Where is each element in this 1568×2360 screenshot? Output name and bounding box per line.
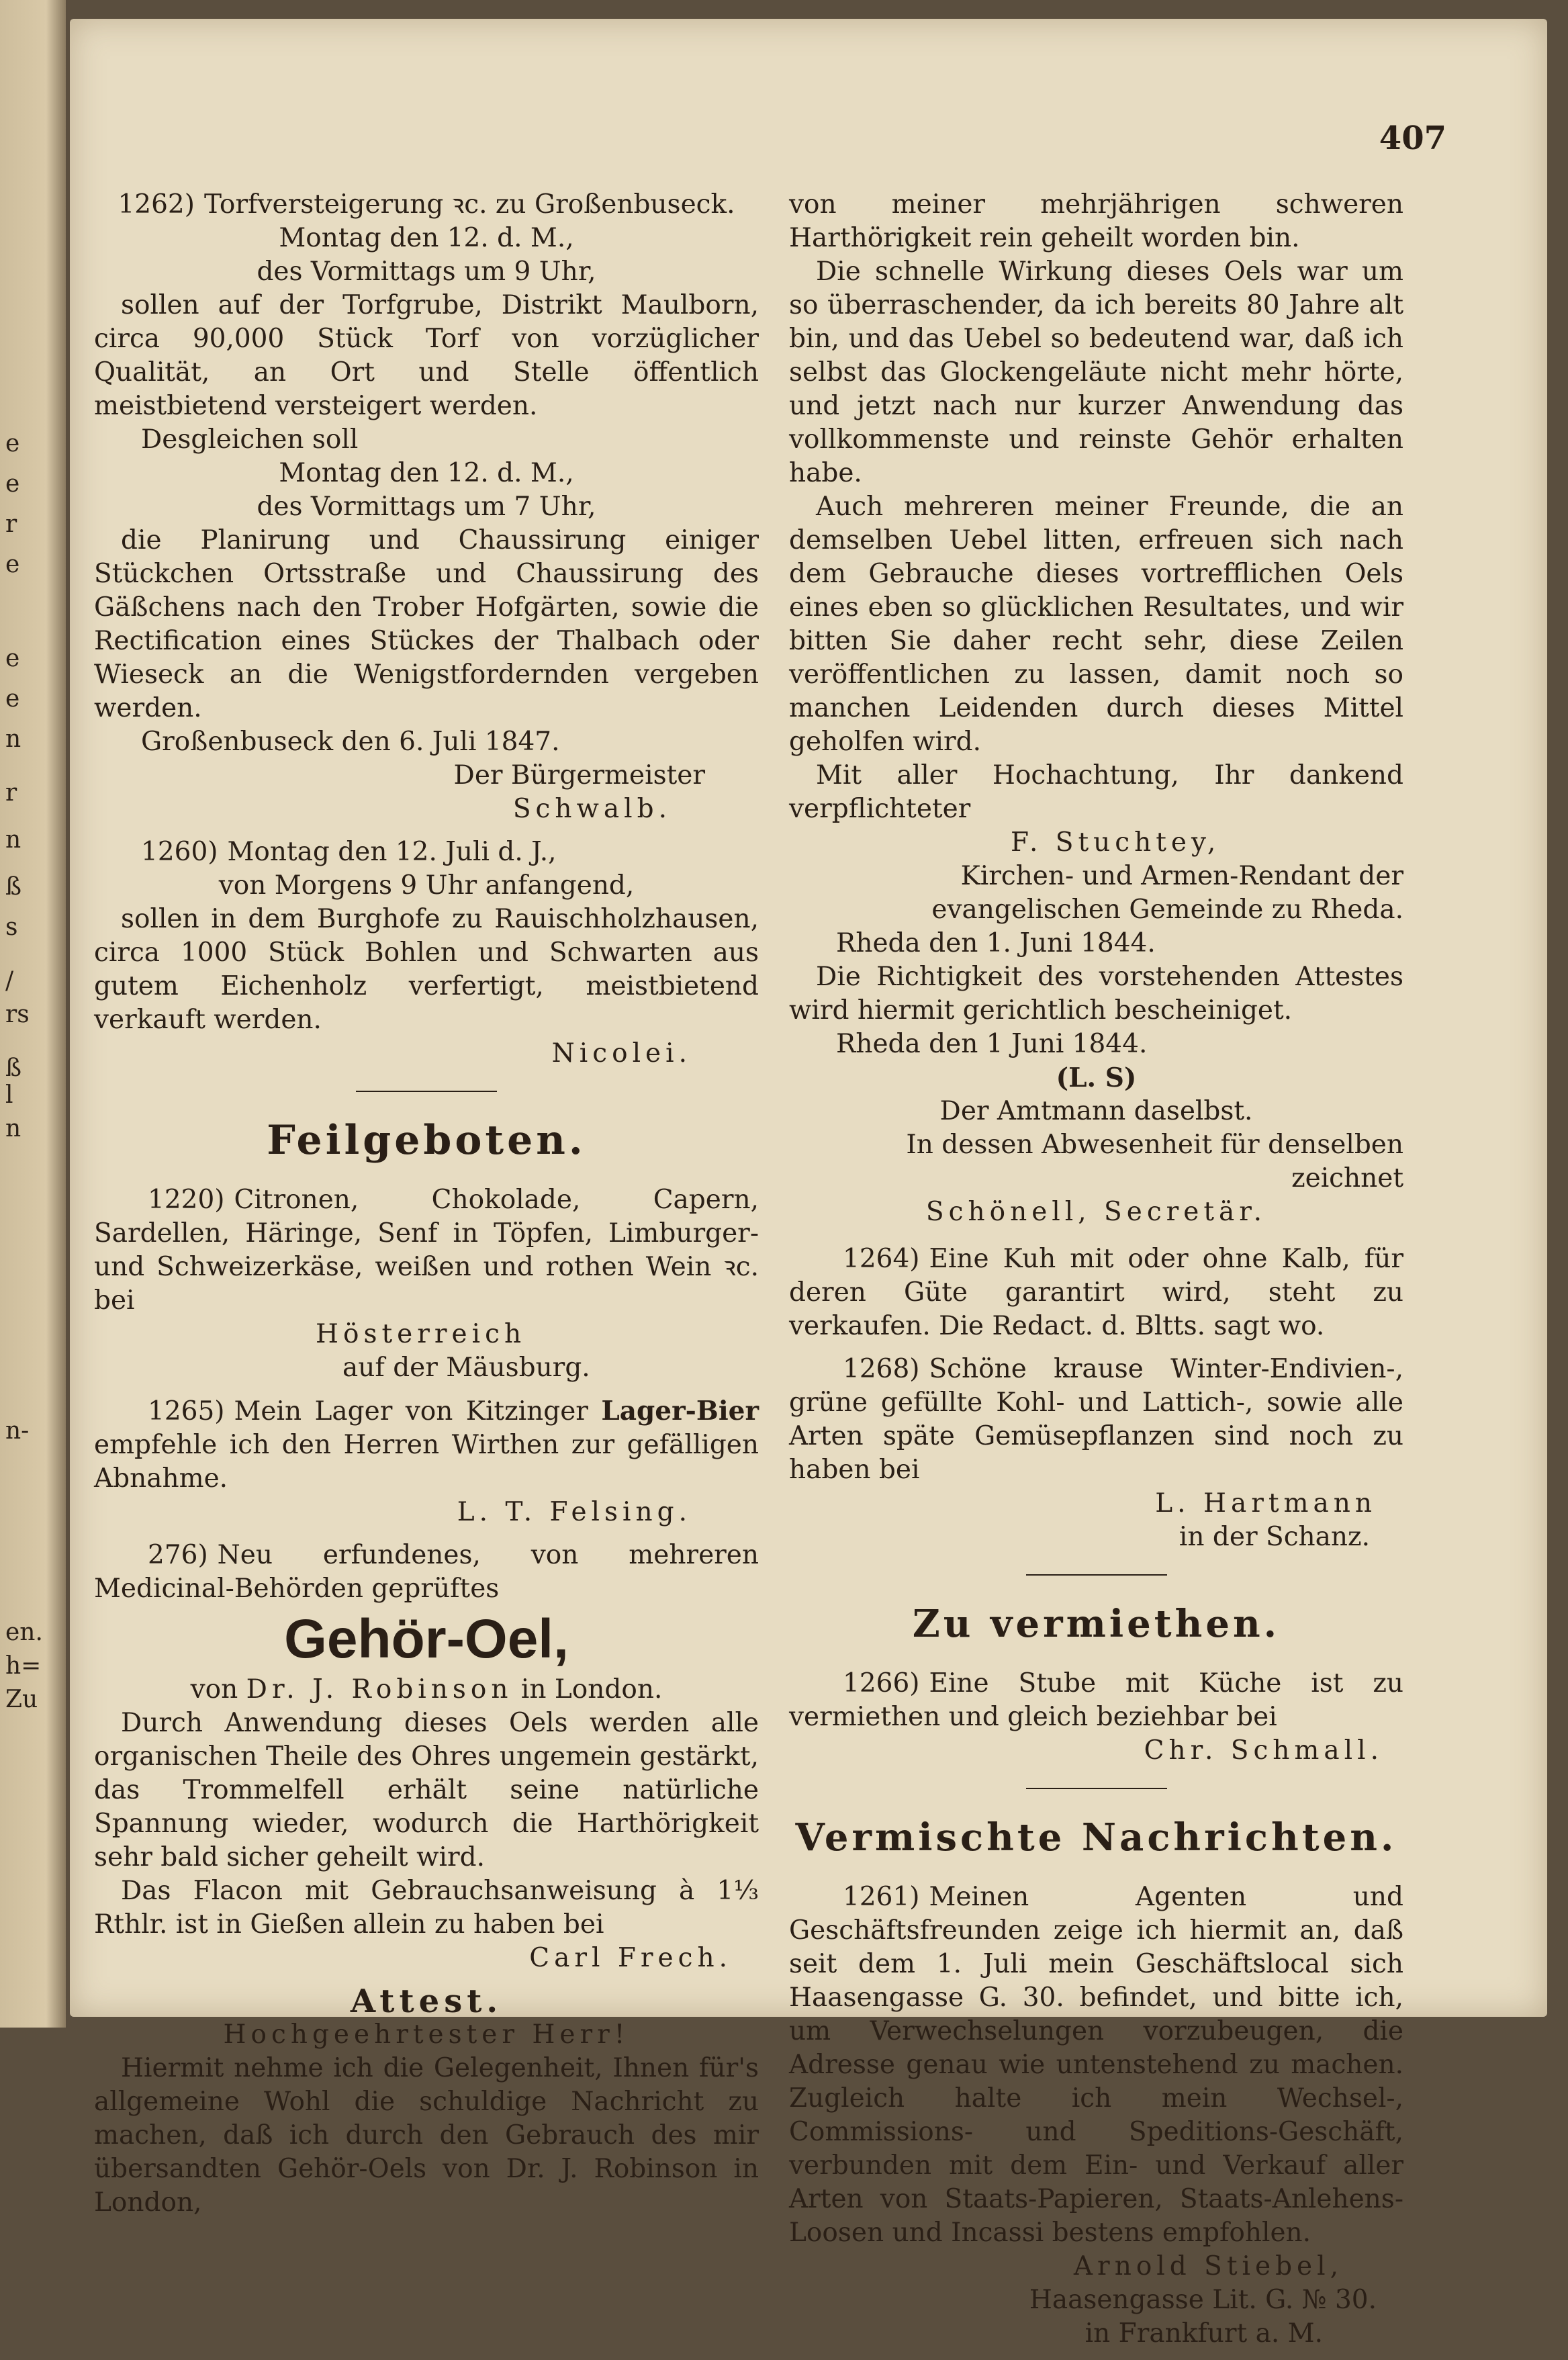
- attest-text: Mit aller Hochachtung, Ihr dankend verpflichteter: [789, 760, 1403, 824]
- ad-number: 1220): [148, 1185, 225, 1215]
- ad-product: Lager-Bier: [601, 1396, 759, 1426]
- ad-signature: Nicolei.: [551, 1038, 692, 1069]
- fragment: en.: [5, 1619, 43, 1646]
- fragment: h=: [5, 1652, 42, 1680]
- ad-title: Torfversteigerung ꝛc. zu Großenbuseck.: [203, 189, 735, 220]
- attest-text: Hiermit nehme ich die Gelegenheit, Ihnen für's allgemeine Wohl die schuldige Nachricht zu machen, daß ich durch den Gebrauch des mir übersandten Gehör-Oels von Dr. J. Robinson in London,: [94, 2053, 759, 2218]
- fragment: n: [5, 1115, 21, 1142]
- attest-role: Kirchen- und Armen-Rendant der: [960, 861, 1403, 891]
- ad-time: des Vormittags um 9 Uhr,: [257, 257, 596, 287]
- attest: [94, 1985, 759, 2220]
- fragment: e: [5, 685, 20, 713]
- fragment: ß: [5, 873, 22, 901]
- ad-line: Montag den 12. Juli d. J.,: [227, 837, 557, 867]
- divider: [1026, 1574, 1167, 1576]
- attest-continued: [789, 188, 1403, 1229]
- attest-text: von meiner mehrjährigen schweren Harthörigkeit rein geheilt worden bin.: [789, 189, 1403, 253]
- ad-number: 1265): [148, 1396, 225, 1426]
- fragment: n: [5, 826, 21, 854]
- fragment: n: [5, 725, 21, 753]
- ad-city: in Frankfurt a. M.: [1085, 2318, 1323, 2349]
- seal: (L. S): [1056, 1062, 1137, 1093]
- fragment: e: [5, 430, 20, 457]
- ad-1261: [789, 1880, 1403, 2351]
- fragment: r: [5, 510, 17, 538]
- ad-number: 276): [148, 1540, 208, 1570]
- ad-by: von: [190, 1674, 238, 1705]
- ad-number: 1266): [843, 1668, 920, 1698]
- ad-product-title: Gehör-Oel,: [284, 1608, 569, 1670]
- divider: [1026, 1788, 1167, 1789]
- attest-signature: F. Stuchtey,: [1011, 827, 1221, 858]
- ad-text: empfehle ich den Herren Wirthen zur gefälligen Abnahme.: [94, 1430, 759, 1494]
- attest-official: Der Amtmann daselbst.: [939, 1096, 1253, 1126]
- attest-cert: Die Richtigkeit des vorstehenden Attestes wird hiermit gerichtlich bescheiniget.: [789, 962, 1403, 1026]
- fragment: r: [5, 779, 17, 807]
- ad-city: in London.: [520, 1674, 663, 1705]
- attest-salutation: Hochgeehrtester Herr!: [223, 2019, 630, 2050]
- ad-signature: L. T. Felsing.: [457, 1497, 692, 1527]
- fragment: rs: [5, 1001, 30, 1028]
- previous-page-edge: [0, 0, 66, 2028]
- ad-line: von Morgens 9 Uhr anfangend,: [218, 870, 635, 901]
- section-heading-vermiethen: Zu vermiethen.: [912, 1602, 1281, 1646]
- attest-date: Rheda den 1. Juni 1844.: [836, 928, 1156, 958]
- attest-title: Attest.: [350, 1983, 503, 2020]
- right-column: [789, 188, 1403, 2360]
- ad-place-date: Großenbuseck den 6. Juli 1847.: [141, 727, 560, 757]
- ad-signature: Schwalb.: [512, 794, 672, 824]
- ad-number: 1268): [843, 1354, 920, 1384]
- fragment: s: [5, 913, 18, 941]
- attest-date: Rheda den 1 Juni 1844.: [836, 1029, 1148, 1059]
- ad-place: in der Schanz.: [1179, 1522, 1370, 1552]
- ad-text: Neu erfundenes, von mehreren Medicinal-Behörden geprüftes: [94, 1540, 759, 1604]
- fragment: Zu: [5, 1686, 38, 1713]
- ad-number: 1260): [141, 837, 218, 867]
- ad-author: Dr. J. Robinson: [246, 1674, 513, 1705]
- attest-secretary: Schönell, Secretär.: [925, 1197, 1267, 1227]
- ad-text: Das Flacon mit Gebrauchsanweisung à 1⅓ Rthlr. ist in Gießen allein zu haben bei: [94, 1876, 759, 1940]
- ad-text: Durch Anwendung dieses Oels werden alle organischen Theile des Ohres ungemein gestärkt, das Trommelfell erhält seine natürliche Spannung wieder, wodurch die Harthörigkeit sehr bald sicher geheilt wird.: [94, 1708, 759, 1872]
- fragment: e: [5, 551, 20, 578]
- attest-role: evangelischen Gemeinde zu Rheda.: [931, 895, 1403, 925]
- ad-text: Eine Kuh mit oder ohne Kalb, für deren Güte garantirt wird, steht zu verkaufen. Die Redact. d. Bltts. sagt wo.: [789, 1244, 1403, 1341]
- fragment: n-: [5, 1417, 30, 1445]
- ad-text2: die Planirung und Chaussirung einiger Stückchen Ortsstraße und Chaussirung des Gäßchens nach den Trober Hofgärten, sowie die Rectification eines Stückes der Thalbach oder Wieseck an die Wenigstfordernden vergeben werden.: [94, 525, 759, 723]
- ad-text: Eine Stube mit Küche ist zu vermiethen und gleich beziehbar bei: [789, 1668, 1403, 1732]
- ad-1262: [94, 188, 759, 826]
- section-heading-feilgeboten: Feilgeboten.: [267, 1117, 586, 1164]
- ad-276: [94, 1539, 759, 1975]
- fragment: /: [5, 967, 14, 995]
- fragment: e: [5, 470, 20, 498]
- ad-1260: [94, 835, 759, 1071]
- ad-number: 1261): [843, 1882, 920, 1912]
- fragment: ß: [5, 1054, 22, 1082]
- ad-name: Arnold Stiebel,: [1073, 2251, 1343, 2281]
- left-column: [94, 188, 759, 2229]
- attest-text: Die schnelle Wirkung dieses Oels war um so überraschender, da ich bereits 80 Jahre alt bin, und das Uebel so bedeutend war, daß ich selbst das Glockengeläute nicht mehr hörte, und jetzt nach nur kurzer Anwendung das vollkommenste und reinste Gehör erhalten habe.: [789, 257, 1403, 488]
- ad-time2: des Vormittags um 7 Uhr,: [257, 492, 596, 522]
- ad-date2: Montag den 12. d. M.,: [279, 458, 574, 488]
- ad-text: Mein Lager von Kitzinger: [234, 1396, 588, 1426]
- ad-date: Montag den 12. d. M.,: [279, 223, 574, 253]
- ad-text: Schöne krause Winter-Endivien-, grüne gefüllte Kohl- und Lattich-, sowie alle Arten späte Gemüsepflanzen sind noch zu haben bei: [789, 1354, 1403, 1485]
- fragment: l: [5, 1081, 13, 1109]
- ad-office: Der Bürgermeister: [453, 760, 705, 790]
- ad-name: Hösterreich: [316, 1319, 526, 1349]
- ad-signature: Carl Frech.: [529, 1943, 732, 1973]
- ad-1266: [789, 1667, 1403, 1768]
- ad-number: 1264): [843, 1244, 920, 1274]
- ad-address: Haasengasse Lit. G. № 30.: [1029, 2285, 1377, 2315]
- ad-text: sollen in dem Burghofe zu Rauischholzhausen, circa 1000 Stück Bohlen und Schwarten aus gutem Eichenholz verfertigt, meistbietend verkauft werden.: [94, 904, 759, 1035]
- ad-1265: [94, 1394, 759, 1529]
- ad-1220: [94, 1183, 759, 1385]
- section-heading-vermischte: Vermischte Nachrichten.: [795, 1815, 1397, 1860]
- ad-also: Desgleichen soll: [141, 424, 359, 455]
- ad-number: 1262): [118, 189, 195, 220]
- fragment: e: [5, 645, 20, 672]
- attest-text: Auch mehreren meiner Freunde, die an demselben Uebel litten, erfreuen sich nach dem Gebrauche dieses vortrefflichen Oels eines eben so glücklichen Resultates, und wir bitten Sie daher recht sehr, diese Zeilen veröffentlichen zu lassen, damit noch so manchen Leidenden durch dieses Mittel geholfen wird.: [789, 492, 1403, 757]
- ad-place: auf der Mäusburg.: [342, 1353, 590, 1383]
- ad-name: L. Hartmann: [1155, 1488, 1377, 1518]
- ad-text: sollen auf der Torfgrube, Distrikt Maulborn, circa 90,000 Stück Torf von vorzüglicher Qualität, an Ort und Stelle öffentlich meistbietend versteigert werden.: [94, 290, 759, 421]
- ad-text: Meinen Agenten und Geschäftsfreunden zeige ich hiermit an, daß seit dem 1. Juli mein Geschäftslocal sich Haasengasse G. 30. befindet, und bitte ich, um Verwechselungen vorzubeugen, die Adresse genau wie untenstehend zu machen. Zugleich halte ich mein Wechsel-, Commissions- und Speditions-Geschäft, verbunden mit dem Ein- und Verkauf aller Arten von Staats-Papieren, Staats-Anlehens-Loosen und Incassi bestens empfohlen.: [789, 1882, 1403, 2248]
- attest-absent: In dessen Abwesenheit für denselben zeichnet: [906, 1130, 1403, 1193]
- ad-1264: [789, 1242, 1403, 1343]
- ad-text: Citronen, Chokolade, Capern, Sardellen, Häringe, Senf in Töpfen, Limburger- und Schweizerkäse, weißen und rothen Wein ꝛc. bei: [94, 1185, 759, 1316]
- page-number: 407: [1379, 120, 1446, 157]
- ad-signature: Chr. Schmall.: [1144, 1735, 1383, 1766]
- divider: [356, 1091, 497, 1092]
- ad-1268: [789, 1353, 1403, 1554]
